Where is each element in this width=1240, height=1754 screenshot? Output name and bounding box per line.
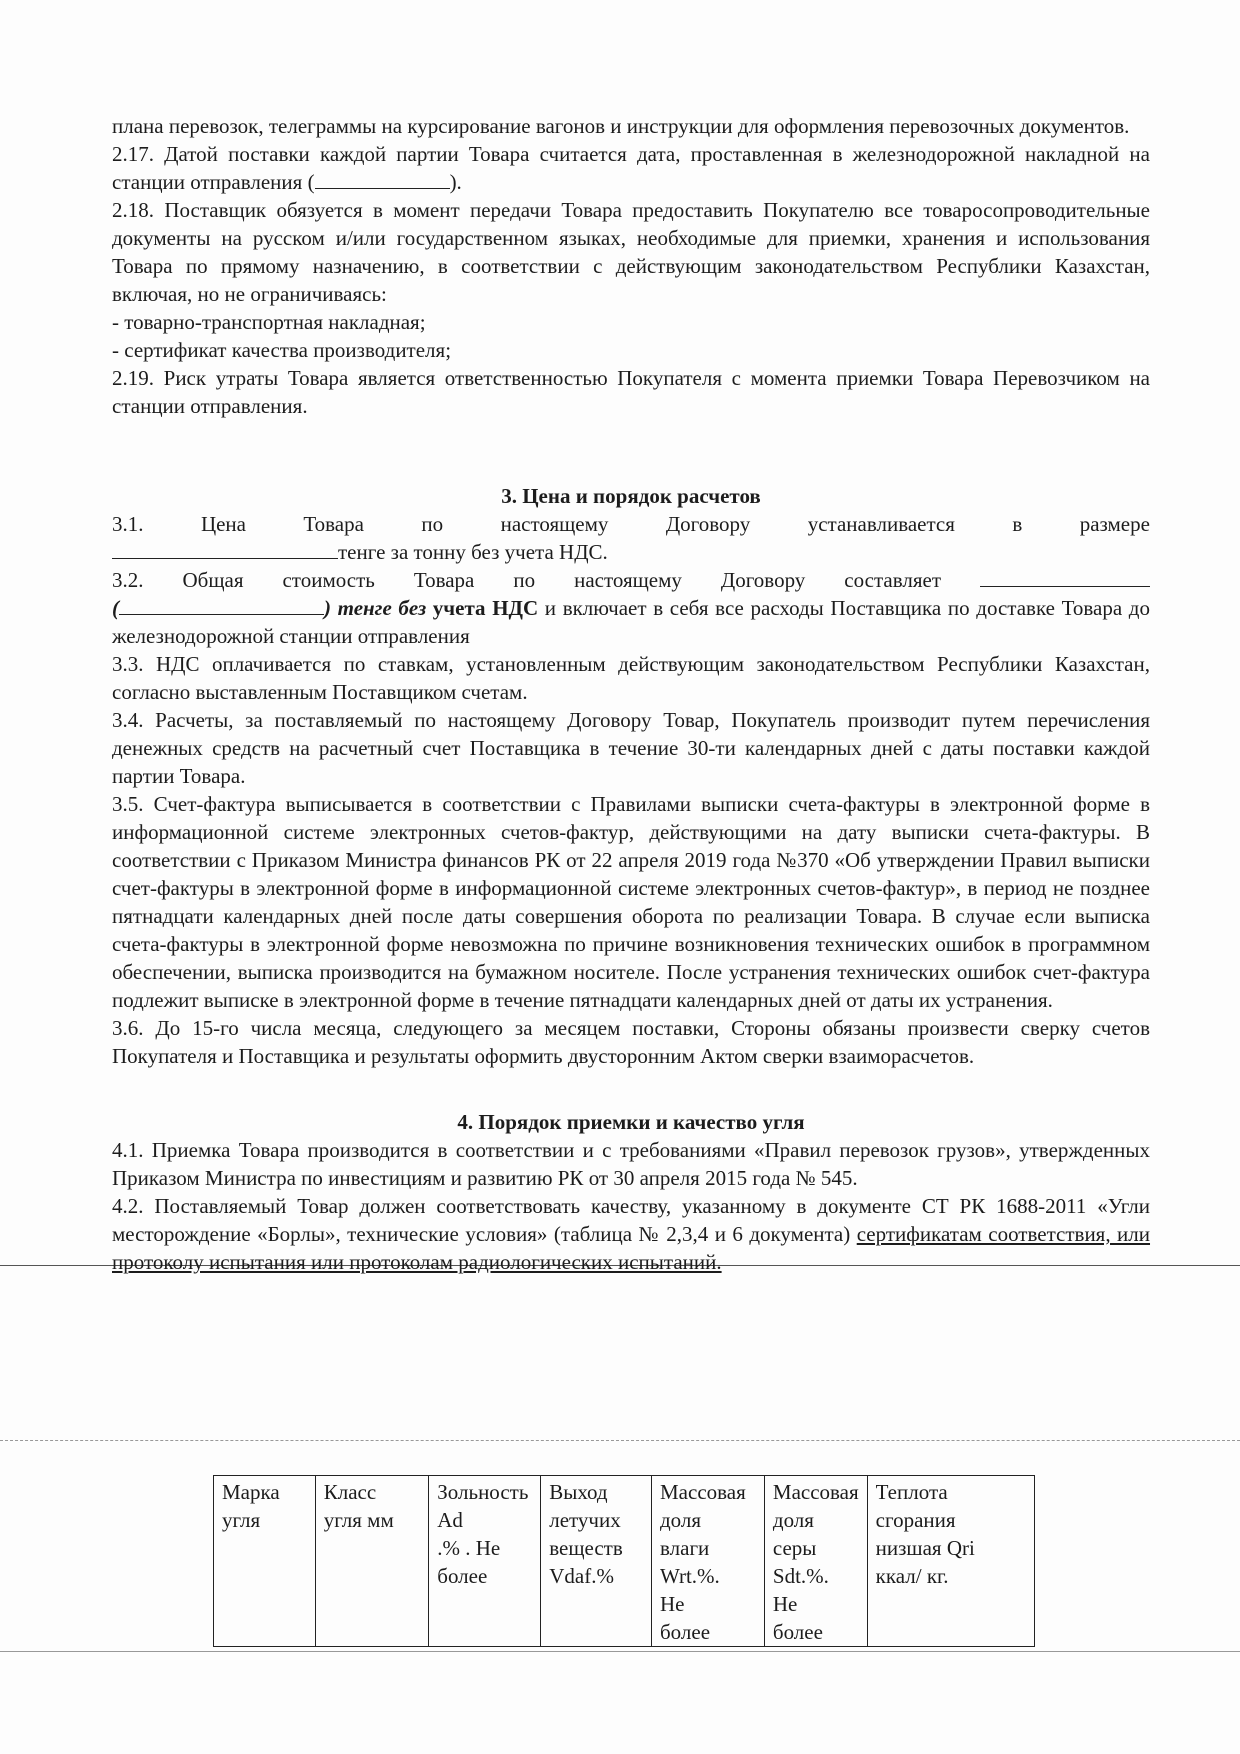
word: составляет: [844, 568, 941, 592]
amount-label: ) тенге без: [324, 596, 433, 620]
header-coal-class: [315, 1476, 429, 1647]
paragraph-3-1-line-1: [112, 510, 1150, 538]
paragraph-2-19: 2.19. Риск утраты Товара является ответственностью Покупателя с момента приемки Товара Перевозчиком на станции отправления.: [112, 366, 1150, 418]
word: Договору: [720, 568, 806, 592]
scan-bottom-line-artifact: [0, 1651, 1240, 1652]
header-ash-content: [429, 1476, 541, 1647]
header-text: Зольность Ad .% . Не более: [437, 1480, 529, 1588]
paragraph-2-18: 2.18. Поставщик обязуется в момент передачи Товара предоставить Покупателю все товаросопроводительные документы на русском и/или государственном языках, необходимые для приемки, хранения и использования Товара по прямому назначению, в соответствии с действующим законодательством Республики Казахстан, включая, но не ограничиваясь:: [112, 198, 1150, 306]
header-sulfur: [764, 1476, 867, 1647]
word: стоимость: [282, 568, 375, 592]
paragraph-2-16-continued: плана перевозок, телеграммы на курсирование вагонов и инструкции для оформления перевозочных документов.: [112, 114, 1130, 138]
paragraph-3-1-line-2: [112, 538, 1150, 566]
vat-note: учета НДС: [432, 596, 539, 620]
word: размере: [1079, 512, 1150, 536]
paragraph-4-2-text: 4.2. Поставляемый Товар должен соответствовать качеству, указанному в документе СТ РК 1688-2011 «Угли месторождение «Борлы», технические условия» (таблица № 2,3,4 и 6 документа): [112, 1194, 1150, 1246]
section-3-heading: 3. Цена и порядок расчетов: [501, 484, 761, 508]
word: Договору: [665, 512, 751, 536]
fill-blank: [112, 540, 338, 559]
word: 3.1.: [112, 512, 144, 536]
word: 3.2.: [112, 568, 144, 592]
fill-blank: [315, 170, 450, 189]
paren-open: (: [112, 596, 119, 620]
paragraph-2-17-close: ).: [449, 170, 462, 194]
word: Цена: [200, 512, 246, 536]
word: настоящему: [500, 512, 609, 536]
header-volatile-yield: [541, 1476, 652, 1647]
word: Общая: [182, 568, 244, 592]
word: Товара: [303, 512, 364, 536]
fill-blank: [980, 568, 1150, 587]
word: Товара: [413, 568, 475, 592]
word: по: [513, 568, 536, 592]
paragraph-3-2-line-1: [112, 566, 1150, 594]
header-calorific-value: [867, 1476, 1034, 1647]
header-text: Теплота сгорания низшая Qri ккал/ кг.: [875, 1480, 975, 1588]
table-header-row: [214, 1476, 1035, 1647]
document-body: [112, 112, 1150, 1276]
paragraph-3-4: 3.4. Расчеты, за поставляемый по настоящему Договору Товар, Покупатель производит путем перечисления денежных средств на расчетный счет Поставщика в течение 30-ти календарных дней с даты поставки каждой партии Товара.: [112, 708, 1150, 788]
header-text: Массовая доля влаги Wrt.%. Не более: [660, 1480, 746, 1644]
header-text: Выход летучих веществ Vdaf.%: [549, 1480, 623, 1588]
header-text: Марка угля: [222, 1480, 280, 1532]
fill-blank: [119, 596, 324, 615]
paragraph-3-1-tail: тенге за тонну без учета НДС.: [338, 540, 608, 564]
word: в: [1012, 512, 1023, 536]
header-text: Класс угля мм: [323, 1480, 394, 1532]
section-4-heading: 4. Порядок приемки и качество угля: [457, 1110, 805, 1134]
paragraph-4-2-underlined: сертификатам соответствия, или протоколу испытания или протоколам радиологических испытаний.: [112, 1222, 1151, 1274]
scan-dotted-line-artifact: [0, 1440, 1240, 1441]
paragraph-3-6: 3.6. До 15-го числа месяца, следующего за месяцем поставки, Стороны обязаны произвести сверку счетов Покупателя и Поставщика и результаты оформить двусторонним Актом сверки взаиморасчетов.: [112, 1016, 1150, 1068]
word: настоящему: [574, 568, 682, 592]
bullet-waybill: - товарно-транспортная накладная;: [112, 310, 426, 334]
paragraph-3-2-rest: [112, 594, 1150, 650]
paragraph-3-3: 3.3. НДС оплачивается по ставкам, установленным действующим законодательством Республики Казахстан, согласно выставленным Поставщиком счетам.: [112, 652, 1150, 704]
header-text: Массовая доля серы Sdt.%. Не более: [772, 1480, 859, 1644]
coal-quality-table: [213, 1475, 1035, 1647]
paragraph-3-5: 3.5. Счет-фактура выписывается в соответствии с Правилами выписки счета-фактуры в электронной форме в информационной системе электронных счетов-фактур, действующими на дату выписки счета-фактуры. В соответствии с Приказом Министра финансов РК от 22 апреля 2019 года №370 «Об утверждении Правил выписки счет-фактуры в электронной форме в информационной системе электронных счетов-фактур», в период не позднее пятнадцати календарных дней после даты совершения оборота по реализации Товара. В случае если выписка счета-фактуры в электронной форме невозможна по причине возникновения технических ошибок в программном обеспечении, выписка производится на бумажном носителе. После устранения технических ошибок счет-фактура подлежит выписке в электронной форме в течение пятнадцати календарных дней от даты их устранения.: [112, 792, 1150, 1012]
paragraph-2-17-text: 2.17. Датой поставки каждой партии Товара считается дата, проставленная в железнодорожной накладной на станции отправления (: [112, 142, 1150, 194]
paragraph-3-2-text: и включает в себя все расходы Поставщика по доставке Товара до железнодорожной станции отправления: [112, 596, 1150, 648]
word: устанавливается: [807, 512, 955, 536]
paragraph-4-2: [112, 1192, 1150, 1276]
header-coal-grade: [214, 1476, 316, 1647]
bullet-quality-certificate: - сертификат качества производителя;: [112, 338, 452, 362]
paragraph-4-1: 4.1. Приемка Товара производится в соответствии и с требованиями «Правил перевозок грузов», утвержденных Приказом Министра по инвестициям и развитию РК от 30 апреля 2015 года № 545.: [112, 1138, 1150, 1190]
header-moisture: [652, 1476, 765, 1647]
word: по: [421, 512, 444, 536]
paragraph-2-17: [112, 140, 1150, 196]
